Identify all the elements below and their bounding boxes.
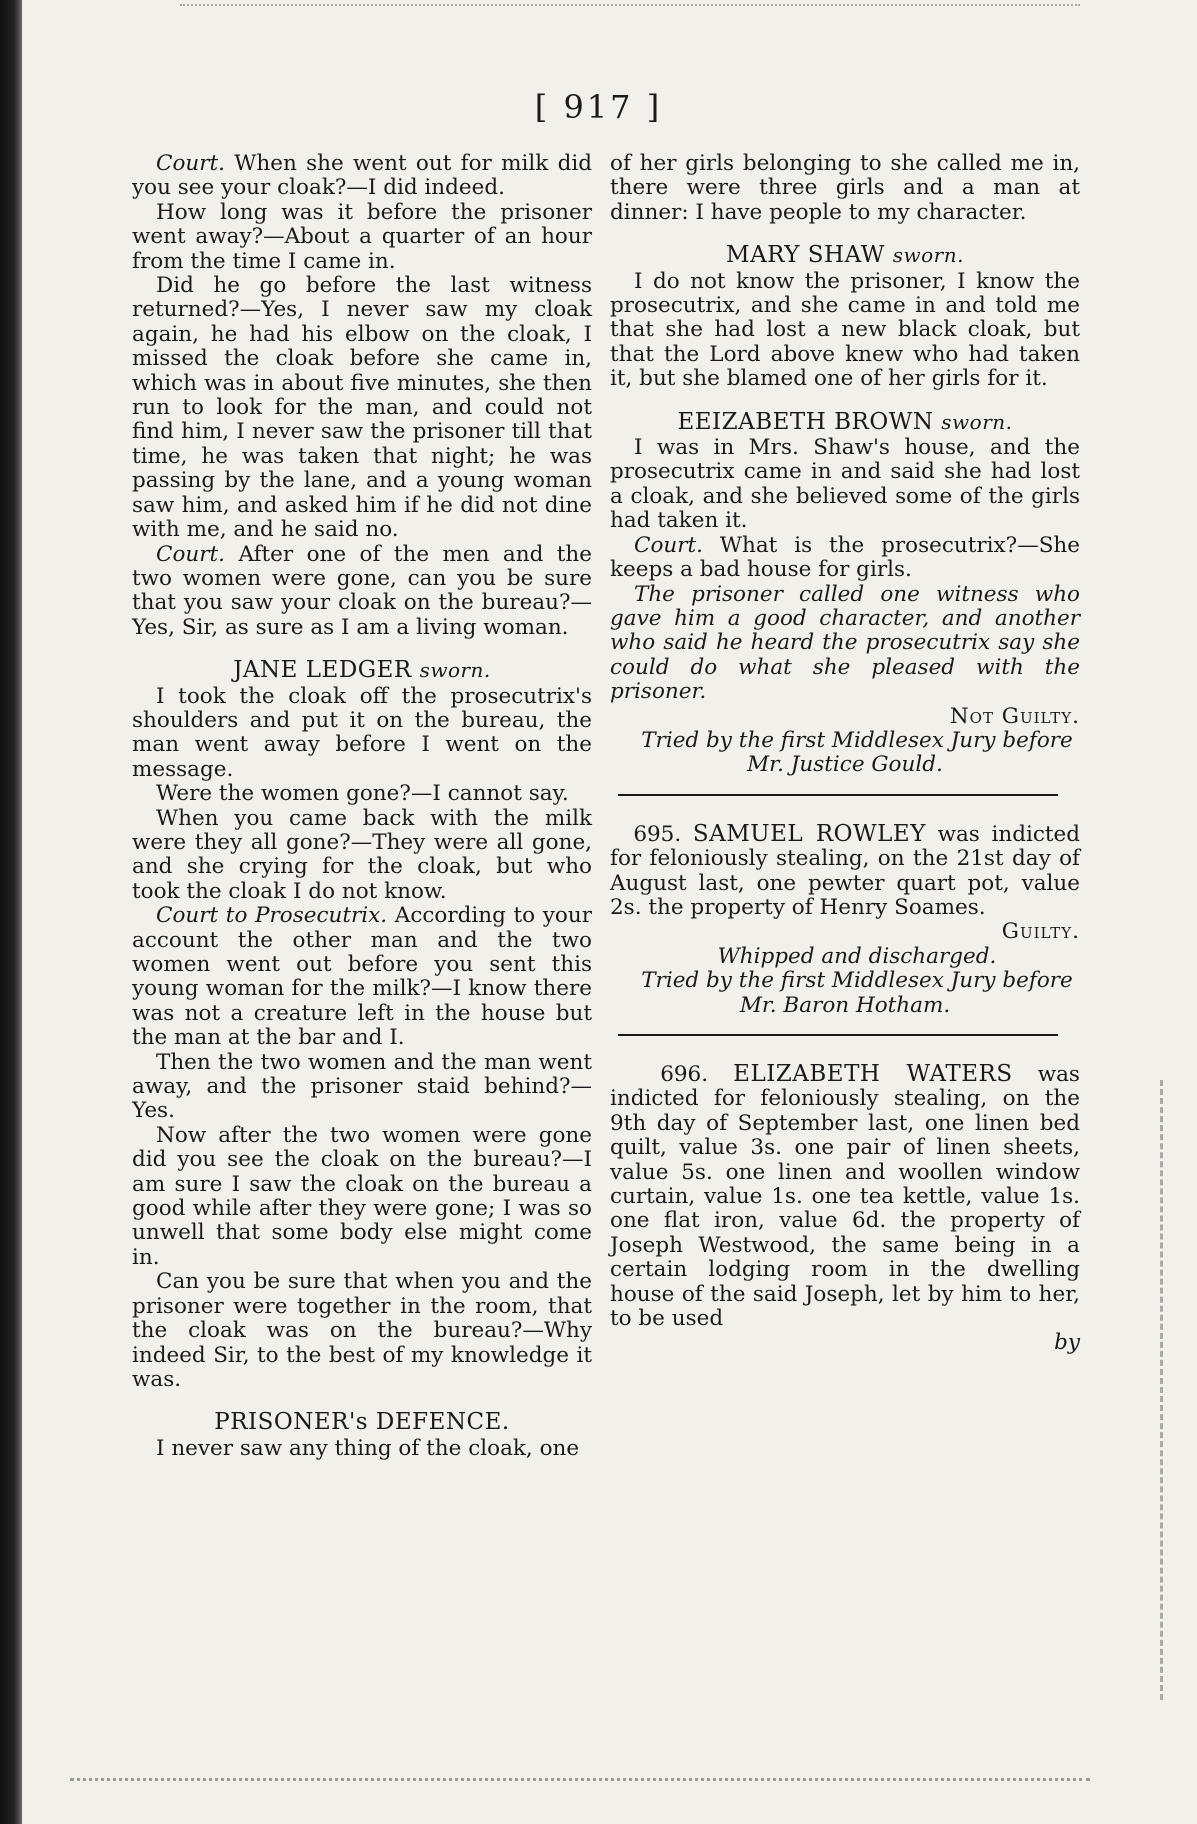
scan-artifact-bottom — [70, 1778, 1090, 1785]
paragraph: of her girls belonging to she called me in, there were three girls and a man at dinner: I have people to my character. — [610, 151, 1080, 225]
sworn-label: sworn. — [941, 409, 1013, 434]
verdict: Guilty. — [1001, 919, 1080, 945]
case-text: was indicted for feloniously stealing, on the 21st day of August last, one pewter quart pot, value 2s. the property of Henry Soames. — [610, 821, 1080, 920]
speaker-label: Court to Prosecutrix. — [156, 903, 388, 929]
paragraph: I do not know the prisoner, I know the prosecutrix, and she came in and told me that she had lost a new black cloak, but that the Lord above knew who had taken it, but she blamed one of her girls for it. — [610, 268, 1080, 392]
paragraph: I never saw any thing of the cloak, one — [156, 1435, 580, 1461]
paragraph: Did he go before the last witness returned?—Yes, I never saw my cloak again, he had his elbow on the cloak, I missed the cloak before she came in, which was in about five minutes, she then run to look for the man, and could not find him, I never saw the prisoner till that time, he was taken that night; he was passing by the lane, and a young woman saw him, and asked him if he did not dine with me, and he said no. — [132, 273, 592, 543]
page-number: [ 917 ] — [534, 88, 663, 126]
right-column — [610, 152, 1080, 1356]
paragraph — [132, 904, 592, 1050]
catchword: by — [1054, 1330, 1080, 1356]
speaker-label: Court. — [156, 541, 225, 567]
paragraph — [132, 543, 592, 641]
paragraph: Then the two women and the man went away, and the prisoner staid behind?—Yes. — [132, 1049, 592, 1124]
paragraph: I took the cloak off the prosecutrix's shoulders and put it on the bureau, the man went away before I went on the message. — [132, 683, 592, 782]
trial-note: Tried by the first Middlesex Jury before Mr. Baron Hotham. — [641, 968, 1073, 1018]
defendant-name: SAMUEL ROWLEY — [692, 820, 926, 847]
paragraph: Now after the two women were gone did you see the cloak on the bureau?—I am sure I saw the cloak on the bureau a good while after they were gone; I was so unwell that some body else might come in. — [132, 1122, 592, 1270]
paragraph-text: When she went out for milk did you see your cloak?—I did indeed. — [132, 151, 592, 201]
paragraph-text: After one of the men and the two women were gone, can you be sure that you saw your cloak on the bureau?—Yes, Sir, as sure as I am a living woman. — [132, 541, 592, 640]
verdict: Not Guilty. — [949, 703, 1080, 729]
case-paragraph — [610, 822, 1080, 921]
paragraph-text: What is the prosecutrix?—She keeps a bad house for girls. — [610, 532, 1080, 583]
case-divider — [618, 1034, 1058, 1036]
trial-note: Tried by the first Middlesex Jury before Mr. Justice Gould. — [641, 727, 1073, 778]
speaker-label: Court. — [156, 151, 225, 176]
scan-artifact-top — [180, 4, 1080, 9]
left-column — [132, 152, 592, 1461]
witness-name: JANE LEDGER — [233, 657, 412, 684]
paragraph — [132, 152, 592, 201]
paragraph — [610, 534, 1080, 583]
paragraph: When you came back with the milk were they all gone?—They were all gone, and she crying for the cloak, but who took the cloak I do not know. — [132, 805, 592, 904]
sworn-label: sworn. — [892, 243, 964, 268]
witness-name: EEIZABETH BROWN — [677, 408, 934, 435]
defence-note: The prisoner called one witness who gave him a good character, and another who said he heard the prosecutrix say she could do what she pleased with the prisoner. — [610, 581, 1080, 705]
paragraph: How long was it before the prisoner went away?—About a quarter of an hour from the time I came in. — [132, 199, 592, 274]
witness-heading — [610, 410, 1080, 434]
case-number: 696. — [660, 1062, 709, 1087]
sworn-label: sworn. — [419, 658, 491, 683]
witness-heading — [610, 243, 1080, 267]
witness-heading — [132, 658, 592, 682]
speaker-label: Court. — [634, 532, 703, 558]
paragraph-text: According to your account the other man and the two women went out before you sent this young woman for the milk?—I know there was not a creature left in the house but the man at the bar and I. — [132, 903, 592, 1051]
paragraph: Can you be sure that when you and the prisoner were together in the room, that the cloak was on the bureau?—Why indeed Sir, to the best of my knowledge it was. — [132, 1269, 592, 1392]
book-spine-shadow — [0, 0, 22, 1824]
paragraph: I was in Mrs. Shaw's house, and the prosecutrix came in and said she had lost a cloak, and she believed some of the girls had taken it. — [610, 435, 1080, 534]
case-number: 695. — [633, 821, 682, 847]
defendant-name: ELIZABETH WATERS — [733, 1061, 1013, 1087]
section-heading: PRISONER's DEFENCE. — [214, 1409, 510, 1436]
case-text: was indicted for feloniously stealing, on the 9th day of September last, one linen bed quilt, value 3s. one pair of linen sheets, value 5s. one linen and woollen window curtain, value 1s. one tea kettle, value 1s. one flat iron, value 6d. the property of Joseph Westwood, the same being in a certain lodging room in the dwelling house of the said Joseph, let by him to her, to be used — [610, 1062, 1080, 1332]
case-divider — [618, 794, 1058, 796]
case-paragraph — [610, 1062, 1080, 1331]
scan-artifact-right — [1160, 1080, 1167, 1700]
paragraph: Were the women gone?—I cannot say. — [156, 781, 569, 807]
sentence: Whipped and discharged. — [717, 943, 997, 969]
witness-name: MARY SHAW — [726, 242, 885, 269]
